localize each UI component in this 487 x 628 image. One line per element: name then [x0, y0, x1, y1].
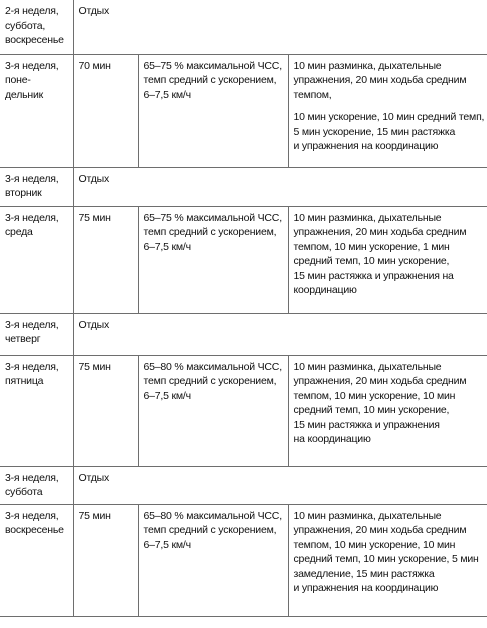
- day-cell: [0, 466, 73, 504]
- rest-cell: [73, 0, 487, 54]
- day-line: дельник: [5, 88, 44, 101]
- table-row: [0, 206, 487, 313]
- day-line: четверг: [5, 333, 41, 345]
- plan-line: 5 мин ускорение, 15 мин растяжка: [293, 125, 456, 138]
- day-line: 3-я неделя,: [5, 211, 59, 224]
- plan-line: средний темп, 10 мин ускорение,: [293, 255, 450, 267]
- intensity-cell: [138, 206, 288, 313]
- plan-cell: [288, 206, 487, 313]
- duration-value: 75 мин: [78, 211, 111, 224]
- day-line: 2-я неделя,: [5, 5, 59, 17]
- rest-label: Отдых: [78, 172, 110, 185]
- plan-cell: [288, 504, 487, 616]
- day-line: воскресенье: [5, 524, 64, 536]
- table-row: [0, 504, 487, 616]
- day-cell: [0, 504, 73, 616]
- duration-value: 75 мин: [78, 509, 111, 522]
- intensity-line: 6–7,5 км/ч: [143, 240, 191, 253]
- intensity-line: темп средний с ускорением,: [143, 524, 277, 536]
- plan-line: упражнения, 20 мин ходьба средним: [293, 524, 467, 536]
- plan-line: темпом,: [293, 88, 332, 101]
- day-cell: [0, 355, 73, 466]
- plan-line: и упражнения на координацию: [293, 140, 439, 152]
- duration-cell: [73, 504, 138, 616]
- intensity-line: темп средний с ускорением,: [143, 74, 277, 86]
- duration-value: 75 мин: [78, 360, 111, 373]
- intensity-line: темп средний с ускорением,: [143, 375, 277, 387]
- plan-line: замедление, 15 мин растяжка: [293, 567, 435, 580]
- plan-line: 10 мин разминка, дыхательные: [293, 360, 442, 373]
- day-cell: [0, 167, 73, 206]
- plan-line: 10 мин ускорение, 10 мин средний темп,: [293, 111, 485, 123]
- intensity-line: темп средний с ускорением,: [143, 226, 277, 238]
- duration-value: 70 мин: [78, 59, 111, 72]
- table-row: [0, 54, 487, 167]
- duration-cell: [73, 206, 138, 313]
- plan-line: упражнения, 20 мин ходьба средним: [293, 74, 467, 86]
- rest-cell: [73, 313, 487, 355]
- intensity-cell: [138, 355, 288, 466]
- rest-label: Отдых: [78, 5, 110, 17]
- intensity-cell: [138, 54, 288, 167]
- day-line: вторник: [5, 187, 42, 199]
- plan-line: 10 мин разминка, дыхательные: [293, 509, 442, 522]
- day-cell: [0, 313, 73, 355]
- day-cell: [0, 206, 73, 313]
- day-line: 3-я неделя,: [5, 318, 59, 331]
- day-line: суббота,: [5, 19, 46, 32]
- intensity-line: 6–7,5 км/ч: [143, 88, 191, 101]
- plan-line: 15 мин растяжка и упражнения на: [293, 269, 454, 282]
- table-row: [0, 167, 487, 206]
- rest-label: Отдых: [78, 471, 110, 484]
- plan-line: 10 мин разминка, дыхательные: [293, 211, 442, 224]
- duration-cell: [73, 355, 138, 466]
- plan-line: темпом, 10 мин ускорение, 10 мин: [293, 389, 456, 402]
- rest-label: Отдых: [78, 318, 110, 331]
- plan-line: на координацию: [293, 433, 371, 445]
- plan-line: средний темп, 10 мин ускорение, 5 мин: [293, 553, 479, 565]
- table-row: [0, 355, 487, 466]
- table-row: [0, 313, 487, 355]
- plan-line: темпом, 10 мин ускорение, 10 мин: [293, 538, 456, 551]
- plan-line: 15 мин растяжка и упражнения: [293, 418, 440, 431]
- plan-line: средний темп, 10 мин ускорение,: [293, 404, 450, 416]
- day-line: 3-я неделя,: [5, 360, 59, 373]
- plan-line: упражнения, 20 мин ходьба средним: [293, 375, 467, 387]
- intensity-line: 6–7,5 км/ч: [143, 389, 191, 402]
- intensity-line: 6–7,5 км/ч: [143, 538, 191, 551]
- plan-line: координацию: [293, 284, 357, 296]
- day-line: 3-я неделя,: [5, 509, 59, 522]
- day-line: 3-я неделя,: [5, 59, 59, 72]
- plan-cell: [288, 54, 487, 167]
- day-line: поне-: [5, 74, 31, 86]
- plan-line: упражнения, 20 мин ходьба средним: [293, 226, 467, 238]
- day-line: воскресенье: [5, 34, 64, 46]
- plan-line: темпом, 10 мин ускорение, 1 мин: [293, 240, 450, 253]
- intensity-line: 65–75 % максимальной ЧСС,: [143, 211, 282, 224]
- day-line: 3-я неделя,: [5, 172, 59, 185]
- day-cell: [0, 54, 73, 167]
- day-cell: [0, 0, 73, 54]
- plan-cell: [288, 355, 487, 466]
- plan-line: 10 мин разминка, дыхательные: [293, 59, 442, 72]
- intensity-line: 65–80 % максимальной ЧСС,: [143, 360, 282, 373]
- intensity-line: 65–80 % максимальной ЧСС,: [143, 509, 282, 522]
- table-row: [0, 0, 487, 54]
- rest-cell: [73, 466, 487, 504]
- intensity-cell: [138, 504, 288, 616]
- intensity-line: 65–75 % максимальной ЧСС,: [143, 59, 282, 72]
- duration-cell: [73, 54, 138, 167]
- day-line: среда: [5, 226, 33, 238]
- day-line: пятница: [5, 375, 44, 387]
- day-line: 3-я неделя,: [5, 471, 59, 484]
- table-row: [0, 466, 487, 504]
- day-line: суббота: [5, 486, 43, 498]
- plan-line: и упражнения на координацию: [293, 582, 439, 594]
- rest-cell: [73, 167, 487, 206]
